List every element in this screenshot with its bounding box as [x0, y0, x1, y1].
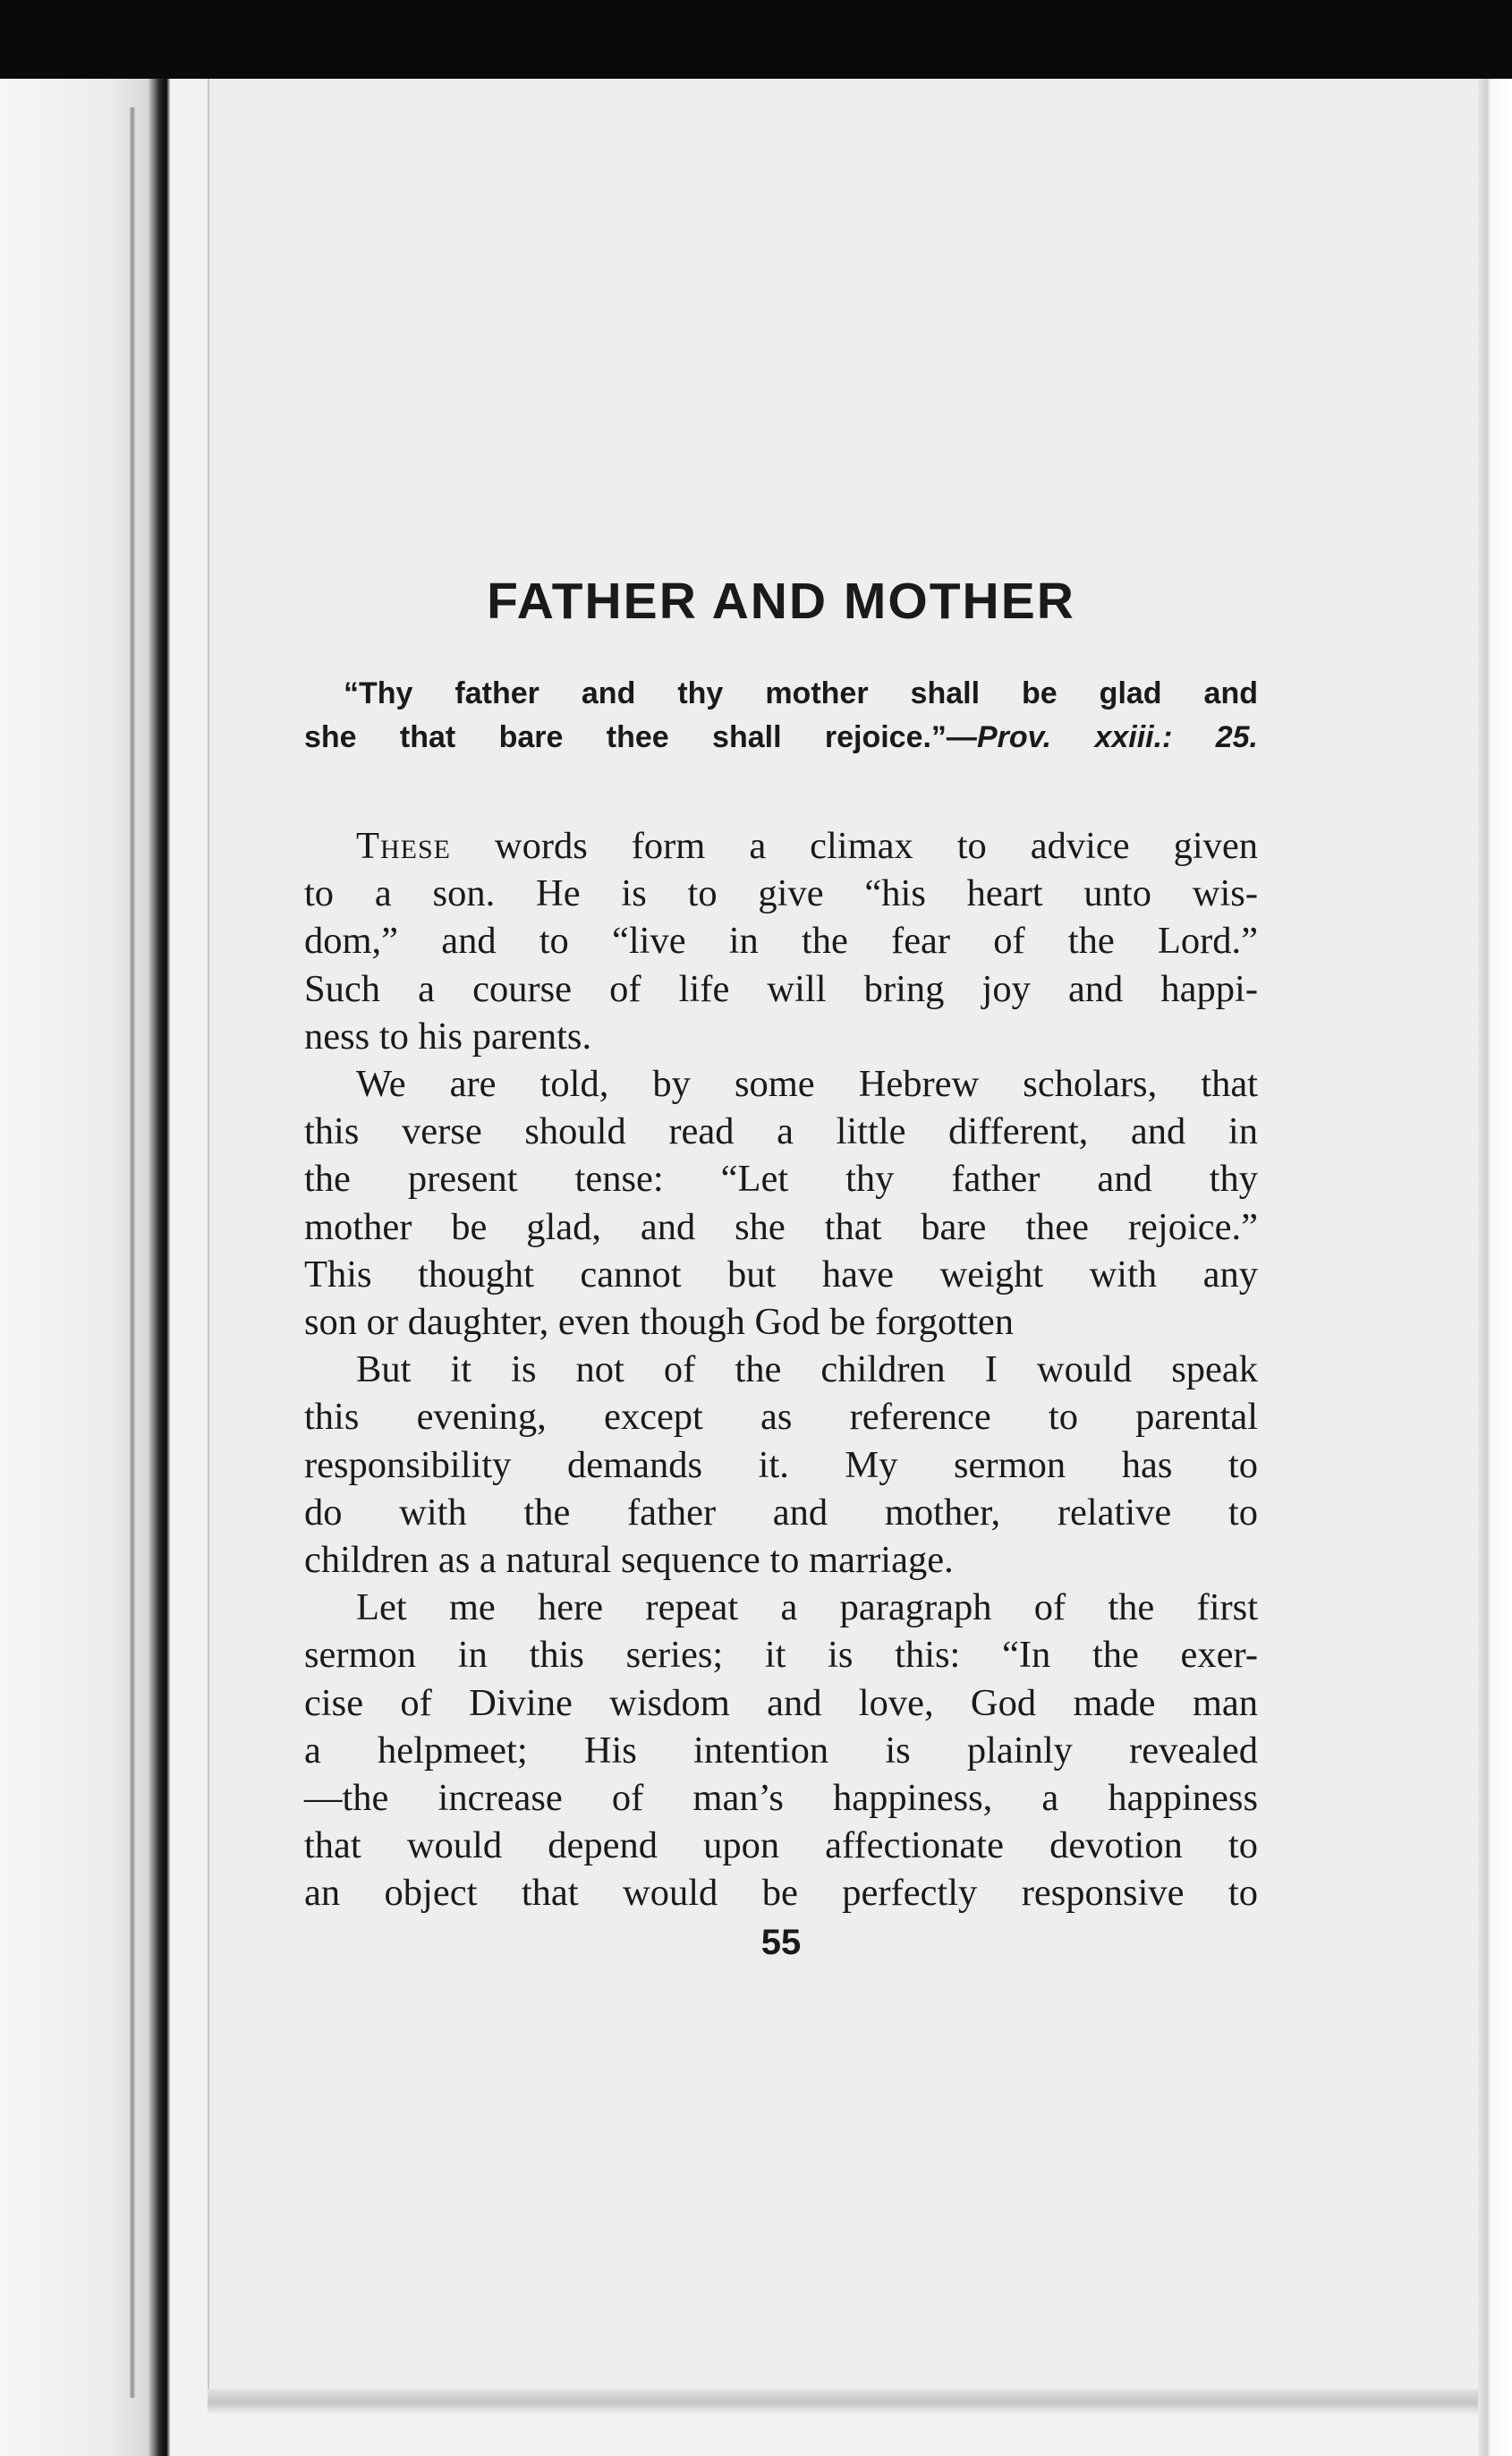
text-line: this evening, except as reference to parental: [304, 1396, 1258, 1439]
text-line: children as a natural sequence to marriage.: [304, 1539, 954, 1582]
page-bottom-edge: [208, 2389, 1478, 2416]
book-spine: [0, 79, 170, 2456]
text-line: dom,” and to “live in the fear of the Lord.”: [304, 920, 1258, 963]
paragraph-4: [304, 1584, 1258, 1916]
text-line: to a son. He is to give “his heart unto wis-: [304, 872, 1258, 915]
text-line: Such a course of life will bring joy and happi-: [304, 967, 1258, 1010]
text-line: the present tense: “Let thy father and thy: [304, 1158, 1258, 1201]
text-line: This thought cannot but have weight with any: [304, 1253, 1258, 1296]
text-line: this verse should read a little different, and in: [304, 1110, 1258, 1153]
epigraph: [304, 672, 1258, 760]
paragraph-3: [304, 1346, 1258, 1584]
lead-word: These: [356, 825, 451, 867]
binding-shadow: [130, 107, 135, 2398]
body-text: [304, 822, 1258, 1917]
text-line: an object that would be perfectly responsive to: [304, 1872, 1258, 1915]
page-number: 55: [760, 1922, 802, 1962]
text-line: cise of Divine wisdom and love, God made man: [304, 1681, 1258, 1724]
text-line: —the increase of man’s happiness, a happiness: [304, 1777, 1258, 1820]
epigraph-text: she that bare thee shall rejoice.”—: [304, 720, 977, 754]
page-content: [304, 555, 1258, 1963]
text-line: sermon in this series; it is this: “In the exer-: [304, 1634, 1258, 1677]
text-line: son or daughter, even though God be forgotten: [304, 1301, 1015, 1344]
paragraph-1: [304, 822, 1258, 1060]
paragraph-2: [304, 1060, 1258, 1346]
text-line: a helpmeet; His intention is plainly revealed: [304, 1729, 1258, 1772]
text-line: mother be glad, and she that bare thee rejoice.”: [304, 1205, 1258, 1248]
scanner-top-band: [0, 0, 1512, 79]
text-line: We are told, by some Hebrew scholars, that: [356, 1063, 1258, 1106]
chapter-title: FATHER AND MOTHER: [487, 573, 1075, 630]
page-right-edge: [1478, 79, 1512, 2456]
epigraph-line-2: [304, 716, 1258, 760]
text-line: But it is not of the children I would speak: [356, 1348, 1258, 1391]
epigraph-line-1: “Thy father and thy mother shall be glad and: [344, 676, 1258, 710]
text-line: responsibility demands it. My sermon has to: [304, 1443, 1258, 1486]
text-line: that would depend upon affectionate devotion to: [304, 1824, 1258, 1867]
text-line: do with the father and mother, relative to: [304, 1491, 1258, 1534]
text-line: ness to his parents.: [304, 1015, 592, 1058]
text-line: These words form a climax to advice given: [356, 825, 1259, 867]
text-line: Let me here repeat a paragraph of the first: [356, 1586, 1258, 1629]
epigraph-citation: Prov. xxiii.: 25.: [976, 720, 1258, 754]
